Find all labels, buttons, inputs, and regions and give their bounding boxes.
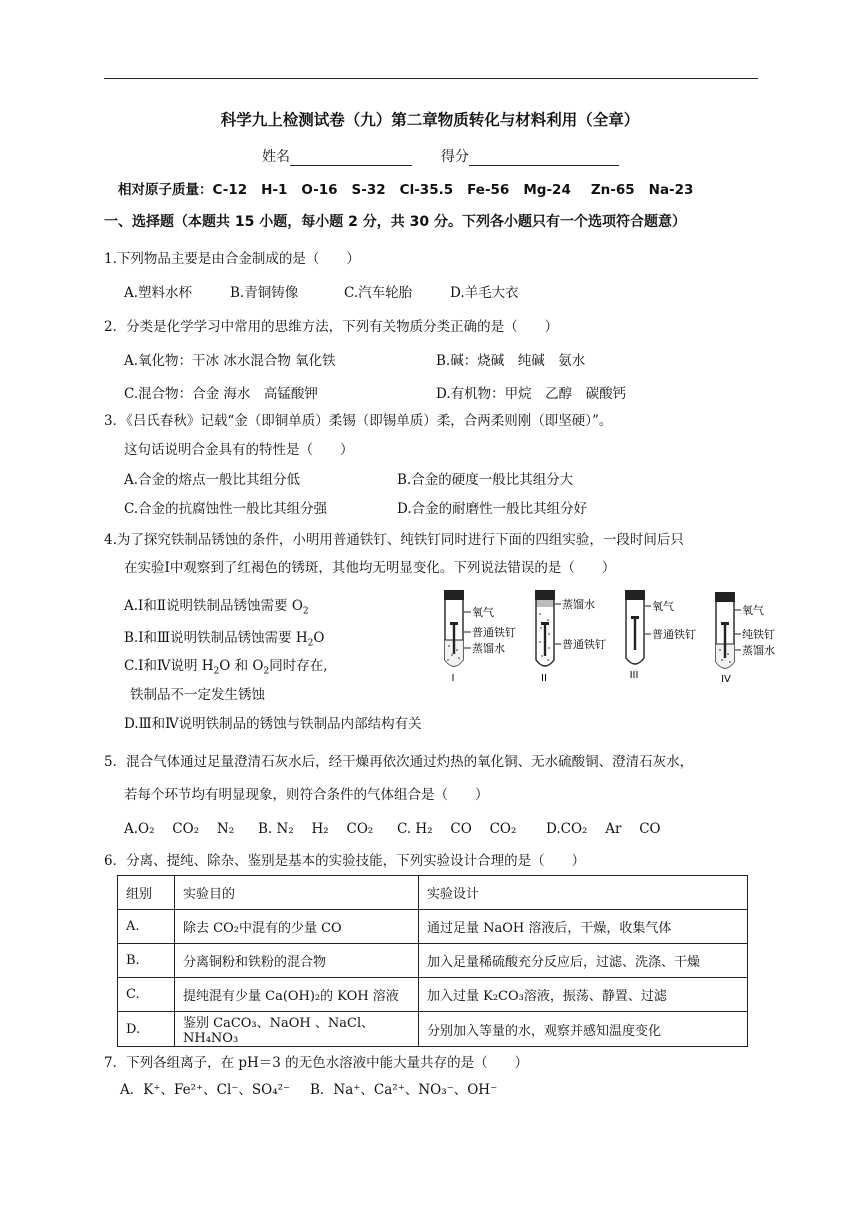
atomic-mass-item: O-16 bbox=[301, 182, 338, 198]
name-field[interactable] bbox=[290, 151, 412, 166]
q5-option-a[interactable]: A.O₂ CO₂ N₂ bbox=[124, 821, 235, 837]
tube-1-label-water: 蒸馏水 bbox=[472, 642, 505, 655]
table-cell: 除去 CO₂中混有的少量 CO bbox=[175, 910, 419, 944]
q3-option-d[interactable]: D.合金的耐磨性一般比其组分好 bbox=[397, 501, 588, 517]
tube-2 bbox=[535, 590, 561, 684]
q5-stem-line1: 5．混合气体通过足量澄清石灰水后，经干燥再依次通过灼热的氧化铜、无水硫酸铜、澄清石灰水， bbox=[104, 754, 694, 770]
tube-1-numeral: I bbox=[451, 673, 455, 684]
tube-1-label-oxygen: 氧气 bbox=[472, 606, 494, 619]
tube-3-label-nail: 普通铁钉 bbox=[652, 628, 696, 641]
tube-4 bbox=[715, 592, 741, 685]
table-cell: A. bbox=[118, 910, 175, 944]
tube-3 bbox=[625, 590, 651, 681]
q1-option-d[interactable]: D.羊毛大衣 bbox=[450, 285, 519, 301]
atomic-mass-item: Zn-65 bbox=[590, 182, 635, 198]
q4-option-d[interactable]: D.Ⅲ和Ⅳ说明铁制品的锈蚀与铁制品内部结构有关 bbox=[124, 716, 422, 732]
q2-option-b[interactable]: B.碱：烧碱 纯碱 氨水 bbox=[436, 353, 586, 369]
q7-option-a[interactable]: A．K⁺、Fe²⁺、Cl⁻、SO₄²⁻ bbox=[120, 1082, 291, 1098]
score-field[interactable] bbox=[469, 151, 619, 166]
tube-3-numeral: III bbox=[629, 670, 639, 681]
q4-stem-line2: 在实验Ⅰ中观察到了红褐色的锈斑，其他均无明显变化。下列说法错误的是（ ） bbox=[124, 560, 616, 576]
q1-stem: 1.下列物品主要是由合金制成的是（ ） bbox=[104, 251, 360, 267]
q5-option-b[interactable]: B. N₂ H₂ CO₂ bbox=[258, 821, 374, 837]
atomic-mass-item: Mg-24 bbox=[523, 182, 571, 198]
q4-stem-line1: 4.为了探究铁制品锈蚀的条件，小明用普通铁钉、纯铁钉同时进行下面的四组实验，一段时间后只 bbox=[104, 532, 684, 548]
q1-option-b[interactable]: B.青铜铸像 bbox=[230, 285, 299, 301]
q7-stem: 7．下列各组离子，在 pH＝3 的无色水溶液中能大量共存的是（ ） bbox=[104, 1055, 529, 1071]
q3-stem-line1: 3．《吕氏春秋》记载“金（即铜单质）柔锡（即锡单质）柔，合两柔则刚（即坚硬）”。 bbox=[104, 413, 613, 429]
atomic-mass-label: 相对原子质量： bbox=[118, 182, 213, 198]
table-row[interactable] bbox=[118, 944, 748, 978]
table-cell: C. bbox=[118, 978, 175, 1012]
atomic-mass-item: Fe-56 bbox=[467, 182, 510, 198]
table-header-cell: 组别 bbox=[118, 876, 175, 910]
q2-option-a[interactable]: A.氧化物：干冰 冰水混合物 氧化铁 bbox=[124, 353, 336, 369]
q4-option-c-line2: 铁制品不一定发生锈蚀 bbox=[130, 687, 265, 703]
tube-2-label-nail: 普通铁钉 bbox=[562, 638, 606, 651]
q1-option-a[interactable]: A.塑料水杯 bbox=[124, 285, 193, 301]
atomic-mass-item: H-1 bbox=[261, 182, 288, 198]
q5-option-c[interactable]: C. H₂ CO CO₂ bbox=[397, 821, 517, 837]
tube-4-label-water: 蒸馏水 bbox=[742, 644, 775, 657]
tube-1-label-nail: 普通铁钉 bbox=[472, 626, 516, 639]
name-score-line bbox=[262, 146, 619, 166]
atomic-mass-item: Cl-35.5 bbox=[399, 182, 454, 198]
atomic-mass-item: S-32 bbox=[351, 182, 386, 198]
atomic-mass-line bbox=[118, 178, 707, 198]
header-rule bbox=[104, 78, 758, 79]
q3-stem-line2: 这句话说明合金具有的特性是（ ） bbox=[124, 442, 354, 458]
q3-option-b[interactable]: B.合金的硬度一般比其组分大 bbox=[397, 472, 574, 488]
table-cell: 鉴别 CaCO₃、NaOH 、NaCl、NH₄NO₃ bbox=[175, 1012, 419, 1047]
tube-2-label-water: 蒸馏水 bbox=[562, 598, 595, 611]
q7-option-b[interactable]: B．Na⁺、Ca²⁺、NO₃⁻、OH⁻ bbox=[310, 1082, 498, 1098]
q4-option-a[interactable]: A.Ⅰ和Ⅱ说明铁制品锈蚀需要 $O_2$ bbox=[124, 598, 309, 617]
table-row[interactable] bbox=[118, 1012, 748, 1047]
table-cell: D. bbox=[118, 1012, 175, 1047]
table-cell: B. bbox=[118, 944, 175, 978]
test-tube-figure bbox=[435, 588, 785, 686]
q3-option-c[interactable]: C.合金的抗腐蚀性一般比其组分强 bbox=[124, 501, 328, 517]
q2-option-d[interactable]: D.有机物：甲烷 乙醇 碳酸钙 bbox=[436, 386, 627, 402]
tube-3-label-oxygen: 氧气 bbox=[652, 600, 674, 613]
q2-option-c[interactable]: C.混合物：合金 海水 高锰酸钾 bbox=[124, 386, 318, 402]
tube-4-label-oxygen: 氧气 bbox=[742, 604, 764, 617]
exam-title: 科学九上检测试卷（九）第二章物质转化与材料利用（全章） bbox=[220, 111, 640, 129]
table-cell: 提纯混有少量 Ca(OH)₂的 KOH 溶液 bbox=[175, 978, 419, 1012]
table-cell: 通过足量 NaOH 溶液后，干燥，收集气体 bbox=[419, 910, 748, 944]
q6-stem: 6．分离、提纯、除杂、鉴别是基本的实验技能，下列实验设计合理的是（ ） bbox=[104, 853, 586, 869]
q4-option-b[interactable]: B.Ⅰ和Ⅲ说明铁制品锈蚀需要 $H_2O$ bbox=[124, 630, 325, 649]
tube-4-label-nail: 纯铁钉 bbox=[742, 628, 775, 641]
table-header-cell: 实验目的 bbox=[175, 876, 419, 910]
q5-stem-line2: 若每个环节均有明显现象，则符合条件的气体组合是（ ） bbox=[124, 787, 489, 803]
q6-table bbox=[117, 875, 748, 1047]
table-header-row bbox=[118, 876, 748, 910]
section-heading: 一、选择题（本题共 15 小题，每小题 2 分，共 30 分。下列各小题只有一个选项符合题意） bbox=[104, 214, 686, 230]
score-label: 得分 bbox=[440, 149, 469, 165]
table-cell: 分离铜粉和铁粉的混合物 bbox=[175, 944, 419, 978]
table-cell: 加入过量 K₂CO₃溶液，振荡、静置、过滤 bbox=[419, 978, 748, 1012]
table-cell: 加入足量稀硫酸充分反应后，过滤、洗涤、干燥 bbox=[419, 944, 748, 978]
tube-4-numeral: IV bbox=[721, 674, 731, 685]
table-cell: 分别加入等量的水，观察并感知温度变化 bbox=[419, 1012, 748, 1047]
atomic-mass-item: C-12 bbox=[212, 182, 248, 198]
table-row[interactable] bbox=[118, 978, 748, 1012]
q2-stem: 2．分类是化学学习中常用的思维方法，下列有关物质分类正确的是（ ） bbox=[104, 319, 559, 335]
q3-option-a[interactable]: A.合金的熔点一般比其组分低 bbox=[124, 472, 301, 488]
q5-option-d[interactable]: D.CO₂ Ar CO bbox=[546, 821, 661, 837]
atomic-mass-item: Na-23 bbox=[648, 182, 694, 198]
tube-1 bbox=[444, 590, 471, 684]
q4-option-c[interactable]: C.Ⅰ和Ⅳ说明 $H_2O$ 和 $O_2$同时存在, bbox=[124, 658, 328, 677]
table-row[interactable] bbox=[118, 910, 748, 944]
table-header-cell: 实验设计 bbox=[419, 876, 748, 910]
q1-option-c[interactable]: C.汽车轮胎 bbox=[344, 285, 413, 301]
name-label: 姓名 bbox=[262, 149, 290, 165]
tube-2-numeral: II bbox=[541, 673, 547, 684]
